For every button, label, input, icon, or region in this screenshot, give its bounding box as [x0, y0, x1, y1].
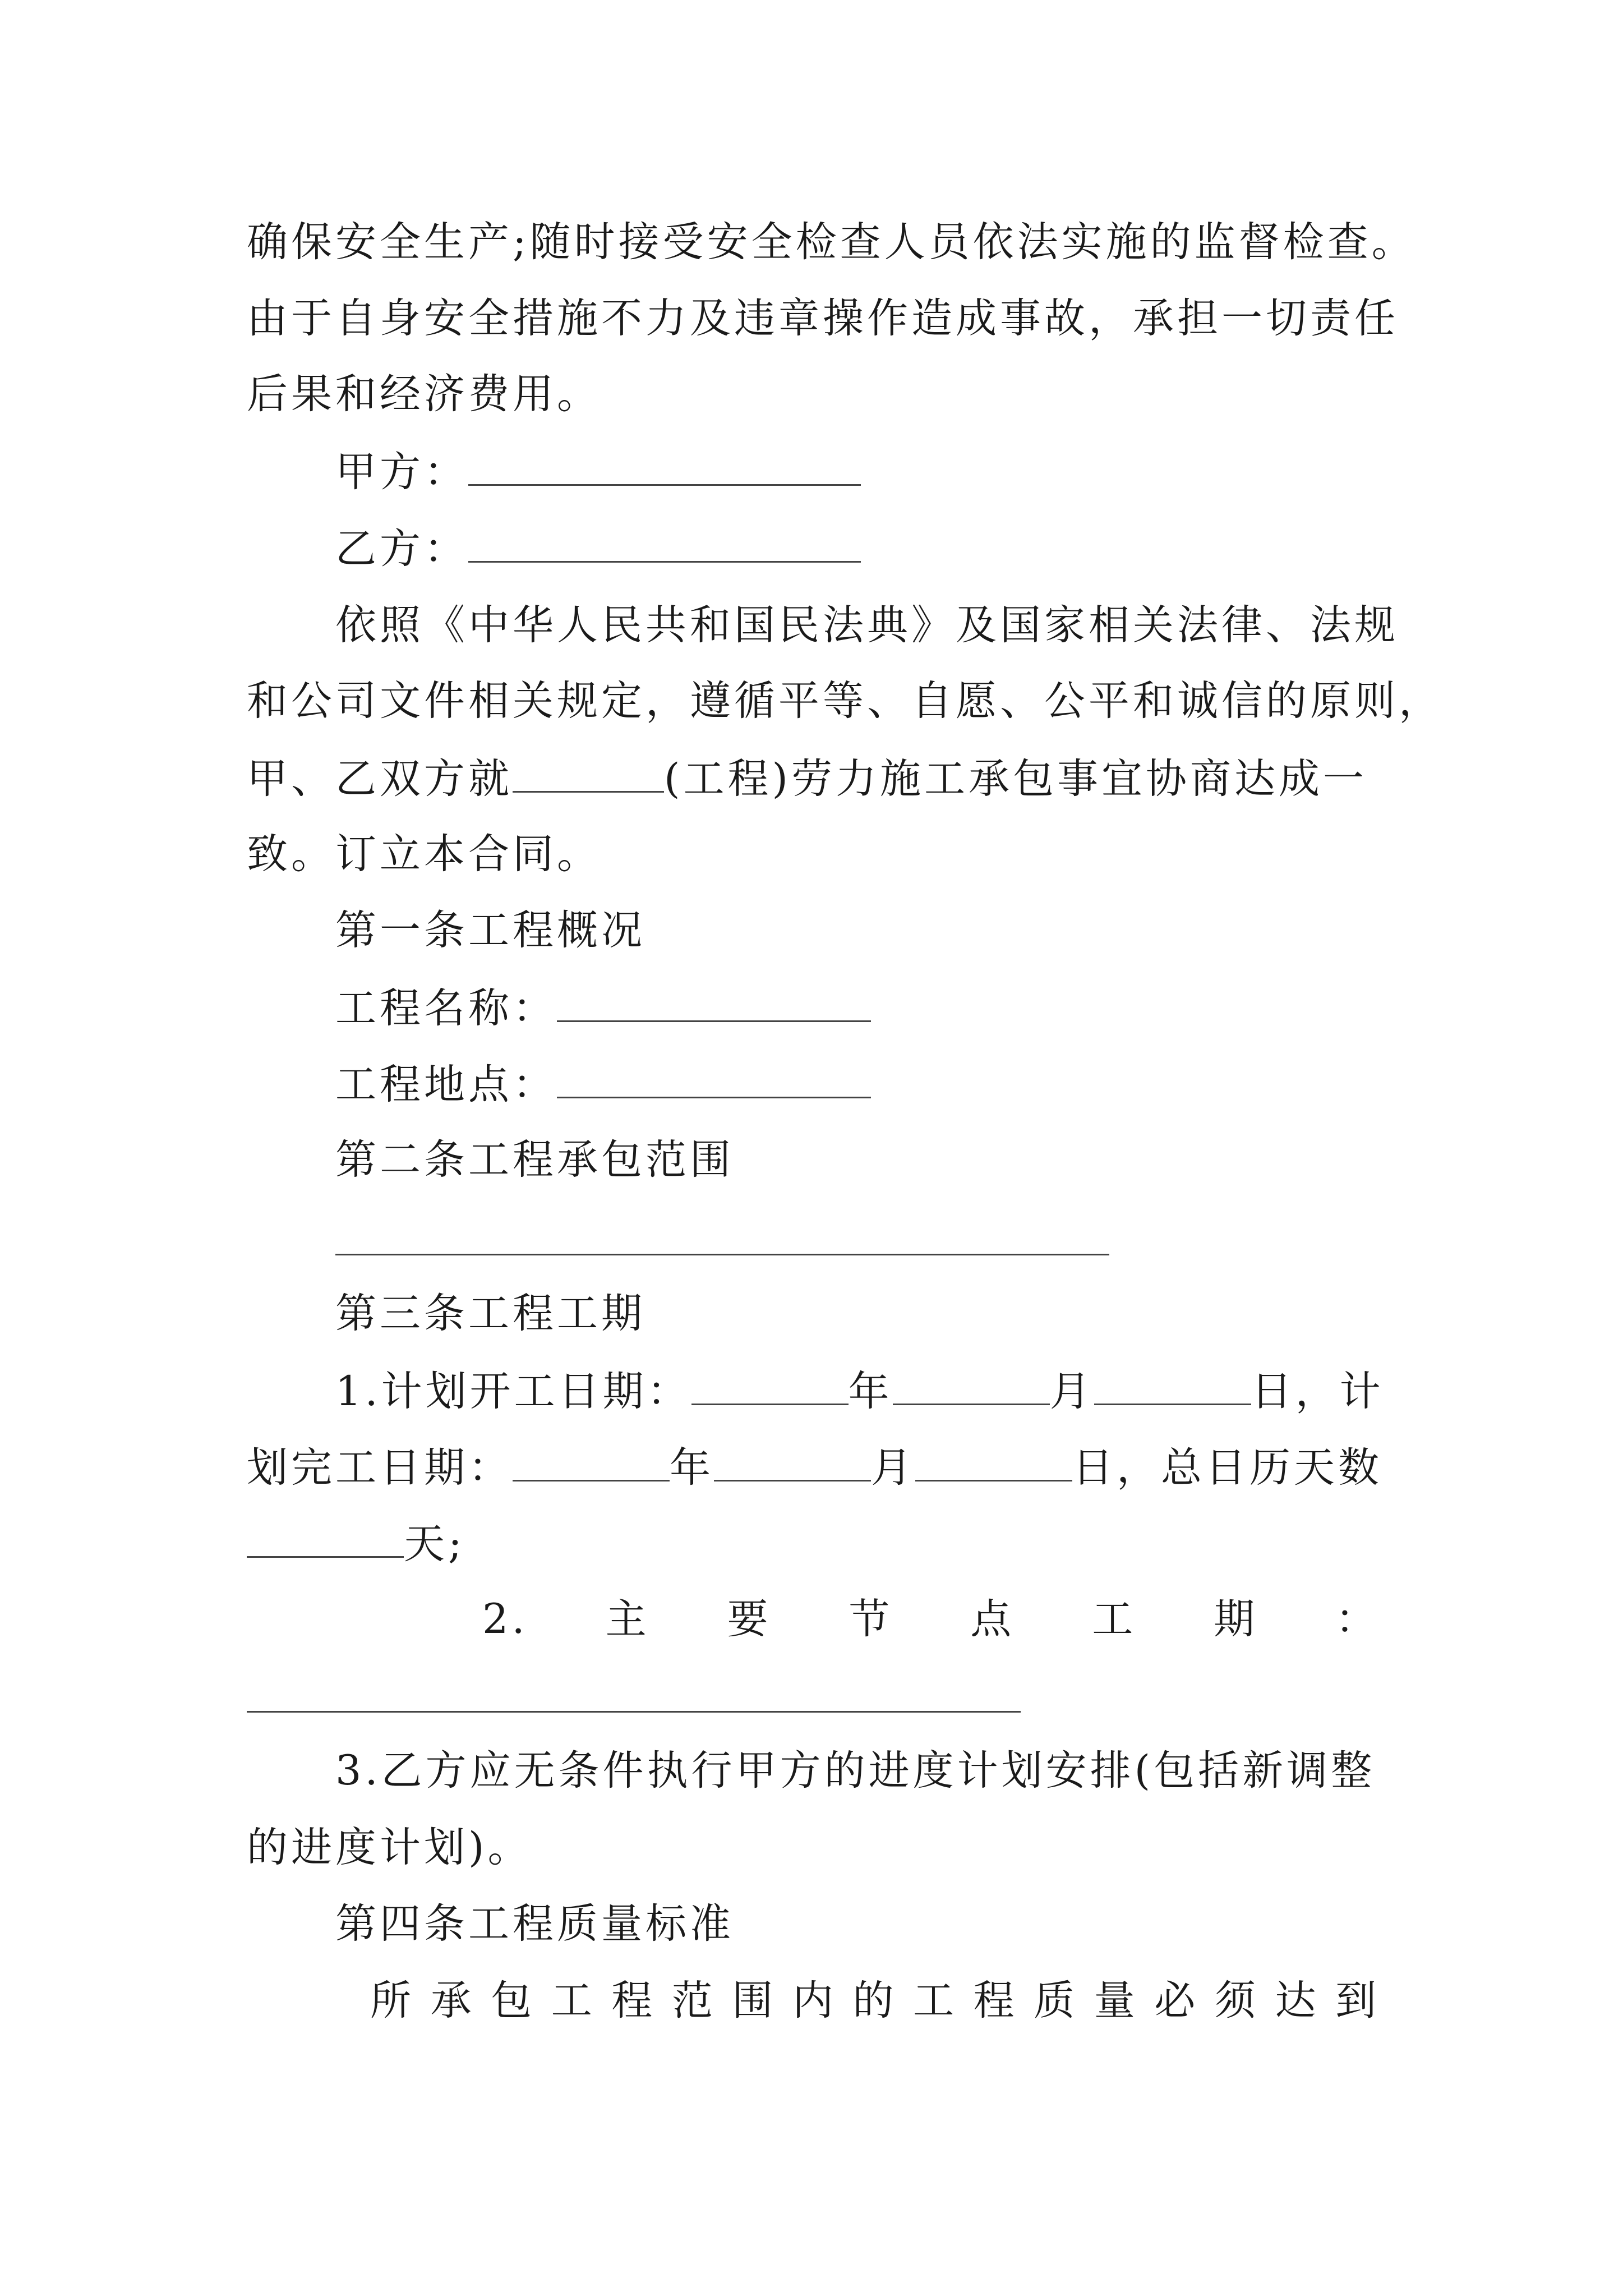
party-b-line [335, 525, 861, 573]
text-line: 划完工日期： 年 月 日，总日历天数 [247, 1444, 1382, 1492]
project-name-blank [557, 987, 871, 1022]
article-heading: 第三条工程工期 [335, 1290, 645, 1337]
text-line: 致。订立本合同。 [247, 830, 601, 878]
party-b-blank [468, 527, 861, 563]
text-line: 和公司文件相关规定，遵循平等、自愿、公平和诚信的原则， [247, 677, 1443, 725]
article-heading: 第一条工程概况 [335, 907, 645, 954]
text-line: 甲、乙双方就 (工程)劳力施工承包事宜协商达成一 [247, 755, 1367, 803]
text-line: 依照《中华人民共和国民法典》及国家相关法律、法规 [335, 601, 1399, 649]
milestone-line: 2. 主 要 节 点 工 期 ： [482, 1595, 1380, 1643]
text-line: 天; [247, 1522, 465, 1565]
party-a-label: 甲方： [335, 448, 468, 496]
scope-blank-rule [335, 1254, 1109, 1255]
article-heading: 第二条工程承包范围 [335, 1136, 734, 1184]
project-site-label: 工程地点： [335, 1061, 557, 1108]
party-a-line [335, 448, 861, 496]
milestone-blank-rule [247, 1711, 1021, 1713]
text-line: 由于自身安全措施不力及违章操作造成事故，承担一切责任 [247, 295, 1399, 342]
project-name-label: 工程名称： [335, 984, 557, 1032]
article-heading: 第四条工程质量标准 [335, 1900, 734, 1948]
quality-line: 所 承 包 工 程 范 围 内 的 工 程 质 量 必 须 达 到 [370, 1977, 1380, 2024]
text-line: 1.计划开工日期： 年 月 日，计 [335, 1368, 1384, 1415]
party-b-label: 乙方： [335, 525, 468, 573]
project-site-blank [557, 1063, 871, 1098]
party-a-blank [468, 450, 861, 486]
project-name-line [335, 984, 871, 1032]
project-site-line [335, 1061, 871, 1108]
project-blank [513, 757, 664, 793]
text-line: 确保安全生产;随时接受安全检查人员依法实施的监督检查。 [247, 218, 1416, 266]
total-days-blank [247, 1522, 404, 1558]
text-line: 的进度计划)。 [247, 1824, 532, 1871]
text-line: 3.乙方应无条件执行甲方的进度计划安排(包括新调整 [335, 1747, 1376, 1795]
text-line: 后果和经济费用。 [247, 370, 601, 418]
